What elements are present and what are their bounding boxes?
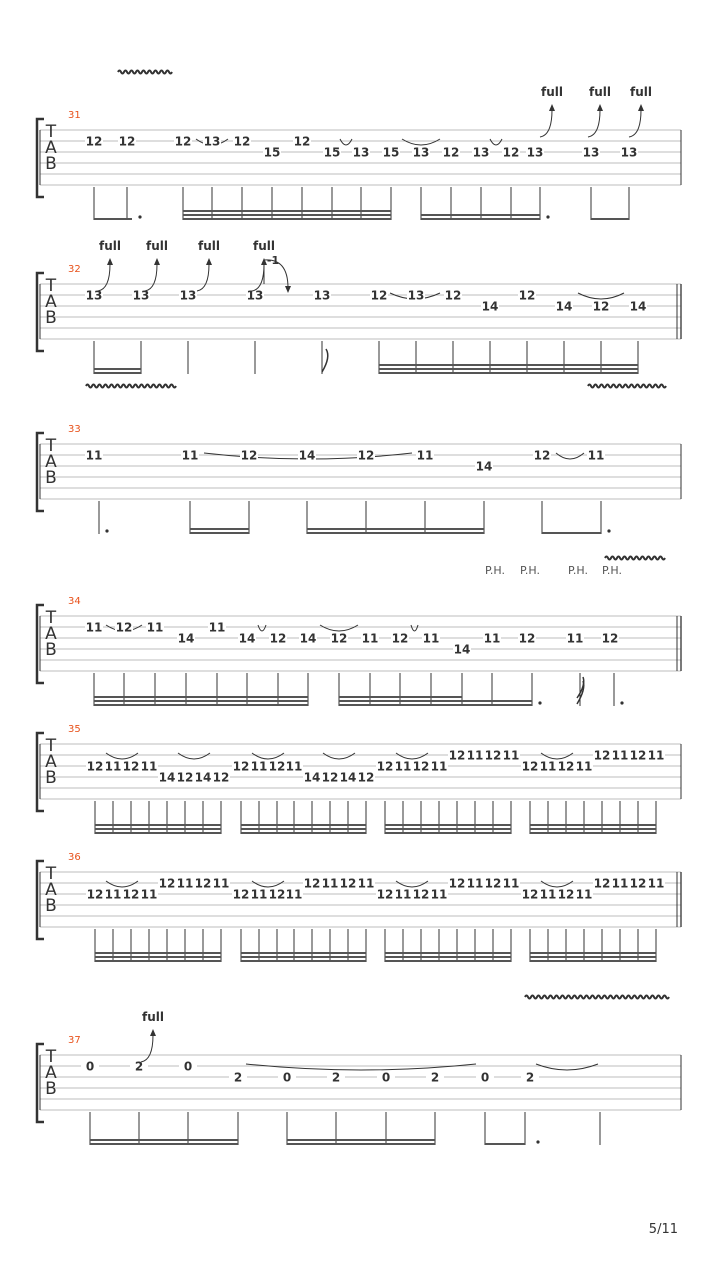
fret-number: 11 (181, 448, 199, 463)
fret-number: 14 (177, 631, 195, 646)
fret-number: 13 (203, 134, 221, 149)
fret-number: 11 (502, 748, 520, 763)
pinch-harmonic-label: P.H. (602, 564, 622, 577)
fret-number: 11 (357, 876, 375, 891)
pinch-harmonic-label: P.H. (568, 564, 588, 577)
fret-number: 11 (85, 448, 103, 463)
fret-number: 12 (448, 876, 466, 891)
tie-arc (246, 1064, 476, 1070)
fret-number: 14 (298, 448, 316, 463)
tab-system (37, 724, 681, 834)
vibrato-mark (525, 996, 669, 999)
beam (421, 218, 540, 220)
fret-number: 0 (282, 1070, 292, 1085)
fret-number: 13 (352, 145, 370, 160)
fret-number: 11 (611, 876, 629, 891)
tie-arc (106, 753, 138, 759)
fret-number: 11 (430, 759, 448, 774)
tie-arc (402, 139, 440, 145)
bend-label: full (253, 239, 275, 253)
beam (530, 960, 656, 962)
bend-curve (98, 264, 110, 291)
beam (94, 372, 141, 374)
fret-number: 12 (194, 876, 212, 891)
fret-number: 14 (303, 770, 321, 785)
duration-dot (546, 215, 549, 218)
beam (95, 960, 221, 962)
tab-clef-letter: T (45, 1047, 57, 1067)
page-number: 5/11 (648, 1222, 678, 1237)
tab-clef-letter: T (45, 608, 57, 628)
fret-number: 2 (430, 1070, 440, 1085)
fret-number: 13 (313, 288, 331, 303)
fret-number: 14 (629, 299, 647, 314)
fret-number: 13 (246, 288, 264, 303)
bend-curve (629, 110, 641, 137)
fret-number: 12 (376, 887, 394, 902)
fret-number: 12 (593, 876, 611, 891)
measure-number: 33 (68, 424, 81, 435)
bend-label: full (99, 239, 121, 253)
beam (183, 210, 391, 212)
beam (485, 1143, 525, 1145)
beam (530, 832, 656, 834)
beam (385, 952, 511, 954)
bend-curve (588, 110, 600, 137)
tab-system (37, 239, 681, 374)
tab-clef-letter: B (45, 154, 57, 174)
beam (190, 532, 249, 534)
fret-number: 11 (430, 887, 448, 902)
beam (183, 218, 391, 220)
tie-arc (178, 753, 210, 759)
fret-number: 11 (212, 876, 230, 891)
bend-curve (197, 264, 209, 291)
fret-number: 14 (475, 459, 493, 474)
fret-number: 12 (484, 748, 502, 763)
beam (462, 700, 532, 702)
fret-number: 11 (394, 759, 412, 774)
beam (94, 368, 141, 370)
tie-arc (258, 625, 266, 631)
fret-number: 11 (466, 748, 484, 763)
fret-number: 12 (232, 759, 250, 774)
vibrato-mark (605, 557, 665, 560)
tie-arc (320, 625, 358, 631)
fret-number: 14 (299, 631, 317, 646)
pinch-harmonic-label: P.H. (520, 564, 540, 577)
tab-clef-letter: A (45, 292, 57, 312)
fret-number: 12 (212, 770, 230, 785)
vibrato-mark (86, 385, 176, 388)
fret-number: 12 (448, 748, 466, 763)
fret-number: 11 (250, 887, 268, 902)
fret-number: 12 (233, 134, 251, 149)
fret-number: 12 (86, 759, 104, 774)
fret-number: 12 (533, 448, 551, 463)
duration-dot (138, 215, 141, 218)
tab-clef-letter: T (45, 122, 57, 142)
fret-number: 11 (146, 620, 164, 635)
fret-number: 11 (250, 759, 268, 774)
tab-clef-letter: B (45, 640, 57, 660)
beam (379, 372, 638, 374)
beam (385, 956, 511, 958)
fret-number: 11 (361, 631, 379, 646)
fret-number: 11 (611, 748, 629, 763)
bend-arrowhead (285, 286, 291, 293)
fret-number: 12 (330, 631, 348, 646)
fret-number: 11 (566, 631, 584, 646)
tie-arc (578, 293, 624, 299)
tie-arc (556, 453, 584, 459)
bend-label: full (630, 85, 652, 99)
bend-arrowhead (597, 104, 603, 111)
fret-number: 12 (158, 876, 176, 891)
bend-label: full (146, 239, 168, 253)
fret-number: 11 (140, 887, 158, 902)
fret-number: 11 (587, 448, 605, 463)
beam (530, 828, 656, 830)
bend-arrowhead (154, 258, 160, 265)
note-flag (322, 349, 328, 372)
fret-number: 13 (526, 145, 544, 160)
fret-number: 12 (122, 887, 140, 902)
beam (462, 704, 532, 706)
fret-number: 11 (502, 876, 520, 891)
fret-number: 11 (647, 876, 665, 891)
tab-clef-letter: A (45, 138, 57, 158)
bend-arrowhead (206, 258, 212, 265)
beam (95, 832, 221, 834)
fret-number: 11 (422, 631, 440, 646)
beam (95, 824, 221, 826)
bend-curve (141, 1035, 153, 1062)
duration-dot (538, 701, 541, 704)
beam (379, 368, 638, 370)
bend-arrowhead (150, 1029, 156, 1036)
measure-number: 37 (68, 1035, 81, 1046)
tie-arc (490, 139, 502, 145)
fret-number: 13 (412, 145, 430, 160)
beam (94, 704, 308, 706)
beam (385, 824, 511, 826)
fret-number: 0 (480, 1070, 490, 1085)
measure-number: 34 (68, 596, 81, 607)
fret-number: 11 (416, 448, 434, 463)
fret-number: 11 (394, 887, 412, 902)
tie-arc (541, 753, 573, 759)
beam (90, 1143, 238, 1145)
fret-number: 11 (208, 620, 226, 635)
bend-label: full (589, 85, 611, 99)
fret-number: 12 (357, 448, 375, 463)
fret-number: 14 (453, 642, 471, 657)
beam (94, 218, 132, 220)
measure-number: 36 (68, 852, 81, 863)
fret-number: 12 (321, 770, 339, 785)
fret-number: 11 (483, 631, 501, 646)
fret-number: 13 (620, 145, 638, 160)
vibrato-mark (588, 385, 666, 388)
fret-number: 14 (158, 770, 176, 785)
tab-system (37, 996, 681, 1146)
tie-arc (411, 625, 418, 631)
fret-number: 11 (285, 887, 303, 902)
fret-number: 13 (85, 288, 103, 303)
tab-clef-letter: T (45, 864, 57, 884)
fret-number: 12 (176, 770, 194, 785)
beam (190, 528, 249, 530)
fret-number: 12 (518, 631, 536, 646)
tab-clef-letter: B (45, 468, 57, 488)
beam (95, 956, 221, 958)
duration-dot (607, 529, 610, 532)
fret-number: 11 (285, 759, 303, 774)
tie-arc (340, 139, 352, 145)
tab-system (37, 557, 681, 707)
duration-dot (620, 701, 623, 704)
fret-number: 12 (593, 748, 611, 763)
fret-number: 13 (179, 288, 197, 303)
beam (94, 696, 308, 698)
pinch-harmonic-label: P.H. (485, 564, 505, 577)
fret-number: 14 (238, 631, 256, 646)
tie-arc (536, 1064, 598, 1070)
fret-number: 12 (118, 134, 136, 149)
fret-number: 12 (357, 770, 375, 785)
fret-number: 11 (575, 887, 593, 902)
beam (542, 532, 601, 534)
tab-system (37, 71, 681, 221)
beam (95, 828, 221, 830)
beam (530, 952, 656, 954)
fret-number: 12 (557, 887, 575, 902)
beam (241, 960, 366, 962)
fret-number: 12 (268, 759, 286, 774)
beam (530, 956, 656, 958)
tab-clef-letter: T (45, 736, 57, 756)
fret-number: 12 (601, 631, 619, 646)
fret-number: 0 (183, 1059, 193, 1074)
fret-number: 12 (521, 887, 539, 902)
beam (287, 1143, 435, 1145)
fret-number: 12 (629, 876, 647, 891)
fret-number: 2 (233, 1070, 243, 1085)
tab-clef-letter: B (45, 1079, 57, 1099)
fret-number: 15 (382, 145, 400, 160)
tab-system (37, 385, 681, 535)
fret-number: 11 (104, 759, 122, 774)
fret-number: 12 (484, 876, 502, 891)
tab-clef-letter: A (45, 452, 57, 472)
fret-number: 2 (134, 1059, 144, 1074)
tie-arc (106, 881, 138, 887)
fret-number: 0 (85, 1059, 95, 1074)
bend-label: full (198, 239, 220, 253)
tab-clef-letter: T (45, 276, 57, 296)
fret-number: 12 (268, 887, 286, 902)
beam (385, 828, 511, 830)
fret-number: 12 (293, 134, 311, 149)
bend-label: full (142, 1010, 164, 1024)
beam (339, 704, 462, 706)
tie-arc (541, 881, 573, 887)
beam (339, 696, 462, 698)
fret-number: 11 (647, 748, 665, 763)
bend-curve (252, 264, 264, 291)
fret-number: 13 (582, 145, 600, 160)
tie-arc (323, 753, 355, 759)
beam (241, 952, 366, 954)
fret-number: 12 (502, 145, 520, 160)
fret-number: 11 (321, 876, 339, 891)
bend-arrowhead (107, 258, 113, 265)
beam (241, 828, 366, 830)
fret-number: 12 (115, 620, 133, 635)
fret-number: 11 (539, 887, 557, 902)
fret-number: 0 (381, 1070, 391, 1085)
bend-release-label: -1 (266, 254, 280, 267)
fret-number: 11 (85, 620, 103, 635)
bend-curve (540, 110, 552, 137)
fret-number: 15 (263, 145, 281, 160)
beam (241, 824, 366, 826)
beam (90, 1139, 238, 1141)
fret-number: 11 (104, 887, 122, 902)
tab-clef-letter: A (45, 624, 57, 644)
measure-number: 31 (68, 110, 81, 121)
duration-dot (105, 529, 108, 532)
fret-number: 12 (521, 759, 539, 774)
tab-clef-letter: A (45, 1063, 57, 1083)
fret-number: 13 (407, 288, 425, 303)
fret-number: 12 (442, 145, 460, 160)
beam (385, 960, 511, 962)
fret-number: 12 (518, 288, 536, 303)
measure-number: 32 (68, 264, 81, 275)
fret-number: 12 (391, 631, 409, 646)
bend-arrowhead (638, 104, 644, 111)
beam (241, 832, 366, 834)
beam (183, 214, 391, 216)
tab-clef-letter: A (45, 880, 57, 900)
measure-number: 35 (68, 724, 81, 735)
fret-number: 12 (412, 759, 430, 774)
bend-arrowhead (549, 104, 555, 111)
tab-clef-letter: T (45, 436, 57, 456)
fret-number: 12 (303, 876, 321, 891)
fret-number: 12 (122, 759, 140, 774)
vibrato-mark (118, 71, 172, 74)
tie-arc (396, 881, 428, 887)
fret-number: 11 (539, 759, 557, 774)
beam (95, 952, 221, 954)
fret-number: 11 (176, 876, 194, 891)
tie-arc (396, 753, 428, 759)
duration-dot (536, 1140, 539, 1143)
fret-number: 13 (132, 288, 150, 303)
beam (307, 532, 484, 534)
fret-number: 11 (575, 759, 593, 774)
tab-clef-letter: B (45, 308, 57, 328)
fret-number: 12 (557, 759, 575, 774)
fret-number: 12 (629, 748, 647, 763)
beam (591, 218, 629, 220)
tie-arc (252, 881, 284, 887)
beam (241, 956, 366, 958)
tie-arc (252, 753, 284, 759)
beam (339, 700, 462, 702)
tab-clef-letter: B (45, 768, 57, 788)
fret-number: 12 (412, 887, 430, 902)
beam (421, 214, 540, 216)
tab-system (37, 852, 681, 962)
fret-number: 11 (140, 759, 158, 774)
fret-number: 12 (592, 299, 610, 314)
fret-number: 12 (376, 759, 394, 774)
beam (287, 1139, 435, 1141)
fret-number: 12 (444, 288, 462, 303)
fret-number: 13 (472, 145, 490, 160)
fret-number: 2 (525, 1070, 535, 1085)
fret-number: 14 (555, 299, 573, 314)
tab-clef-letter: B (45, 896, 57, 916)
fret-number: 12 (86, 887, 104, 902)
fret-number: 14 (339, 770, 357, 785)
fret-number: 12 (240, 448, 258, 463)
beam (379, 364, 638, 366)
beam (94, 700, 308, 702)
bend-label: full (541, 85, 563, 99)
fret-number: 12 (174, 134, 192, 149)
fret-number: 12 (370, 288, 388, 303)
beam (307, 528, 484, 530)
fret-number: 12 (85, 134, 103, 149)
fret-number: 12 (269, 631, 287, 646)
fret-number: 2 (331, 1070, 341, 1085)
fret-number: 14 (194, 770, 212, 785)
fret-number: 11 (466, 876, 484, 891)
tab-clef-letter: A (45, 752, 57, 772)
fret-number: 12 (232, 887, 250, 902)
beam (530, 824, 656, 826)
bend-curve (145, 264, 157, 291)
fret-number: 14 (481, 299, 499, 314)
beam (385, 832, 511, 834)
fret-number: 15 (323, 145, 341, 160)
fret-number: 12 (339, 876, 357, 891)
